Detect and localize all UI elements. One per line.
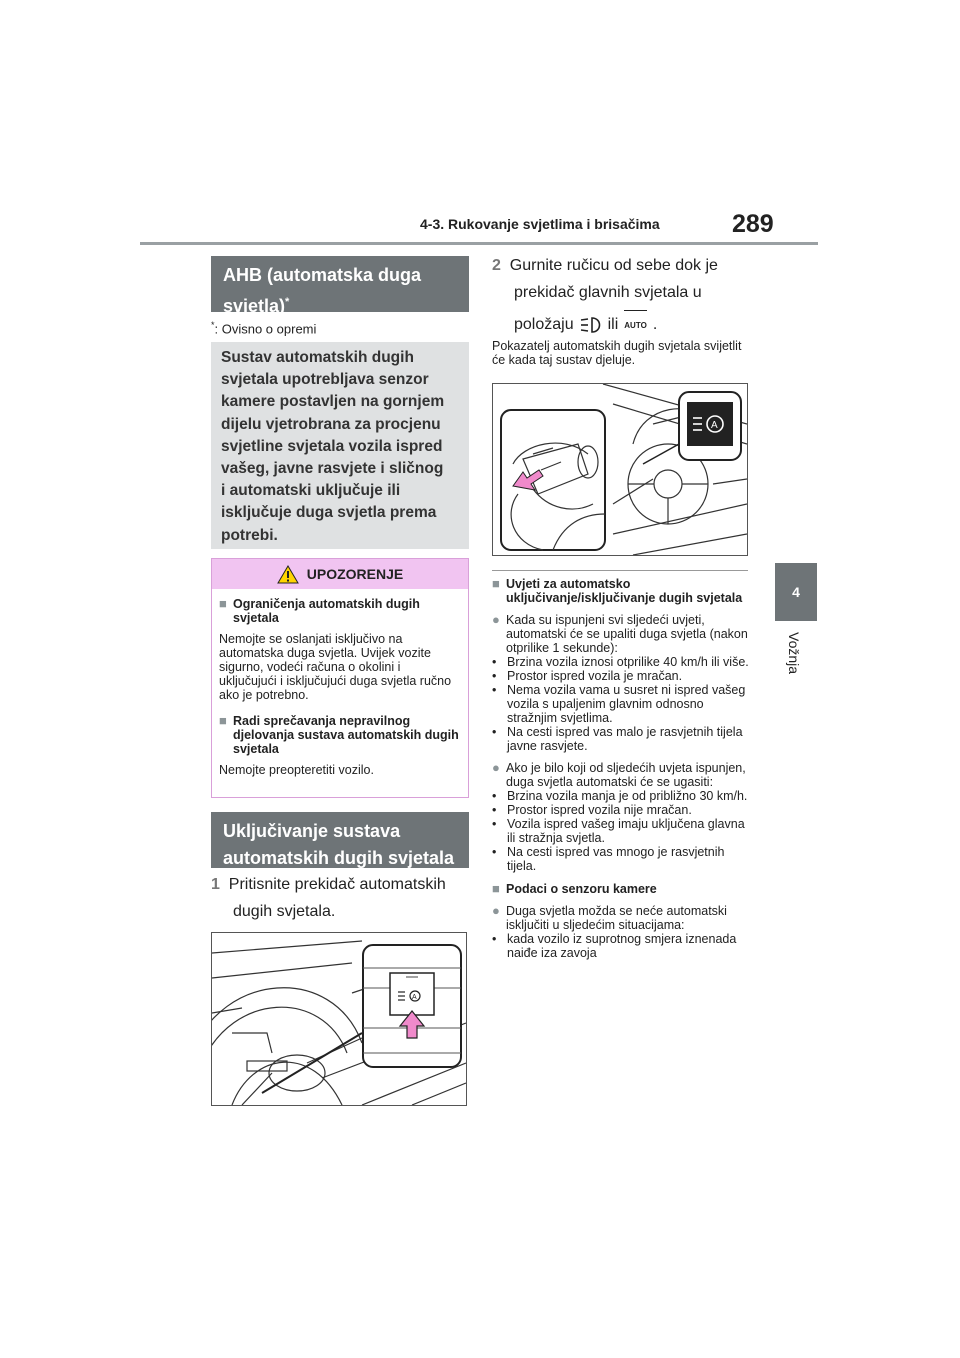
step-2-text-b: ili <box>607 316 619 333</box>
dashboard-illustration <box>212 933 466 1105</box>
ahb-title <box>211 256 469 316</box>
intro-line: isključuje duga svjetla prema <box>221 504 437 522</box>
circle-bullet-icon: ● <box>492 903 500 918</box>
list-item-text: Vozila ispred vašeg imaju uključena glavna ili stražnja svjetla. <box>507 817 745 845</box>
step-1 <box>211 871 471 925</box>
conditions-block <box>492 577 752 960</box>
step-2-line2: prekidač glavnih svjetala u <box>514 284 702 301</box>
conditions-heading-text: Uvjeti za automatsko uključivanje/isključivanje dugih svjetala <box>506 577 743 605</box>
step-2-text-a: položaju <box>514 316 574 333</box>
conditions-off <box>492 761 752 789</box>
list-item-text: Prostor ispred vozila je mračan. <box>507 669 683 683</box>
header-divider <box>140 242 818 245</box>
figure-ahb-switch <box>211 932 467 1106</box>
svg-text:A: A <box>711 420 718 431</box>
intro-line: potrebi. <box>221 526 278 544</box>
figure-lever <box>492 383 748 556</box>
camera-heading <box>492 882 752 896</box>
step-1-line2: dugih svjetala. <box>233 903 336 920</box>
list-item: • Brzina vozila iznosi otprilike 40 km/h ili više. <box>492 655 749 669</box>
ahb-title-line2-text: svjetla) <box>223 296 286 316</box>
intro-line: i automatski uključuje ili <box>221 482 401 500</box>
intro-line: dijelu vjetrobrana za procjenu <box>221 415 441 433</box>
ahb-intro <box>211 342 469 549</box>
camera-intro-text: Duga svjetla možda se neće automatski isključiti u sljedećim situacijama: <box>506 904 727 932</box>
list-item: • Brzina vozila manja je od približno 30 km/h. <box>492 789 748 803</box>
section-divider <box>492 570 748 571</box>
warning-text-1: Nemojte se oslanjati isključivo na automatska duga svjetla. Uvijek vozite sigurno, vodeći računa o okolini i uključujući i isključujući duga svjetla ručno ako je potrebno. <box>219 632 452 702</box>
footnote <box>211 320 316 336</box>
chapter-tab-number: 4 <box>775 563 817 621</box>
square-bullet-icon: ■ <box>492 576 500 591</box>
warning-text-2: Nemojte preopteretiti vozilo. <box>219 763 374 777</box>
enable-title-line2: automatskih dugih svjetala <box>223 848 455 868</box>
intro-line: svjetala upotrebljava senzor <box>221 371 429 389</box>
enable-title-line1: Uključivanje sustava <box>223 821 401 841</box>
lever-illustration <box>493 384 747 555</box>
intro-line: svjetline svjetala vozila ispred <box>221 437 443 455</box>
list-item: • Na cesti ispred vas malo je rasvjetnih tijela javne rasvjete. <box>492 725 752 753</box>
svg-text:A: A <box>412 994 417 1001</box>
step-2-text-c: . <box>652 316 658 333</box>
conditions-heading <box>492 577 752 605</box>
camera-intro <box>492 904 752 932</box>
ahb-title-line2 <box>223 289 457 320</box>
indicator-note: Pokazatelj automatskih dugih svjetala svijetlit će kada taj sustav djeluje. <box>492 339 742 367</box>
warning-title: UPOZORENJE <box>306 566 404 582</box>
list-item: • kada vozilo iz suprotnog smjera iznenada naiđe iza zavoja <box>492 932 752 960</box>
section-title: 4-3. Rukovanje svjetlima i brisačima <box>420 216 660 232</box>
warning-heading-text: Radi sprečavanja nepravilnog djelovanja sustava automatskih dugih svjetala <box>233 714 459 756</box>
step-number: 2 <box>492 257 501 274</box>
warning-heading-text: Ograničenja automatskih dugih svjetala <box>233 597 420 625</box>
ahb-title-line1: AHB (automatska duga <box>223 265 422 285</box>
warning-triangle-icon <box>277 565 299 584</box>
list-item-text: kada vozilo iz suprotnog smjera iznenada naiđe iza zavoja <box>507 932 737 960</box>
headlight-icon <box>580 316 602 334</box>
conditions-off-text: Ako je bilo koji od sljedećih uvjeta ispunjen, duga svjetla automatski će se ugasiti: <box>506 761 746 789</box>
list-item-text: Nema vozila vama u susret ni ispred vašeg vozila s upaljenim glavnim odnosno stražnjim svjetlima. <box>507 683 746 725</box>
step-2-line3 <box>492 310 762 339</box>
conditions-on <box>492 613 752 655</box>
list-item-text: Na cesti ispred vas malo je rasvjetnih tijela javne rasvjete. <box>507 725 743 753</box>
list-item: • Prostor ispred vozila je mračan. <box>492 669 683 683</box>
ahb-title-mark: * <box>285 296 290 308</box>
chapter-tab-label: Vožnja <box>786 632 802 675</box>
conditions-on-text: Kada su ispunjeni svi sljedeći uvjeti, automatski će se upaliti duga svjetla (nakon otprilike 1 sekunde): <box>506 613 748 655</box>
circle-bullet-icon: ● <box>492 612 500 627</box>
list-item: • Vozila ispred vašeg imaju uključena glavna ili stražnja svjetla. <box>492 817 752 845</box>
step-1-line1: Pritisnite prekidač automatskih <box>228 876 446 893</box>
step-number: 1 <box>211 876 220 893</box>
warning-body <box>212 589 468 781</box>
list-item-text: Brzina vozila iznosi otprilike 40 km/h ili više. <box>507 655 749 669</box>
square-bullet-icon: ■ <box>219 713 227 728</box>
camera-heading-text: Podaci o senzoru kamere <box>506 882 657 896</box>
warning-box <box>211 558 469 798</box>
list-item-text: Na cesti ispred vas mnogo je rasvjetnih tijela. <box>507 845 725 873</box>
auto-label-icon: AUTO <box>624 310 647 339</box>
intro-line: Sustav automatskih dugih <box>221 349 414 366</box>
list-item: • Na cesti ispred vas mnogo je rasvjetnih tijela. <box>492 845 752 873</box>
footnote-mark: * <box>211 320 215 330</box>
square-bullet-icon: ■ <box>219 596 227 611</box>
list-item: • Nema vozila vama u susret ni ispred vašeg vozila s upaljenim glavnim odnosno stražnjim svjetlima. <box>492 683 752 725</box>
warning-heading-1 <box>219 597 461 625</box>
warning-heading-2 <box>219 714 461 756</box>
square-bullet-icon: ■ <box>492 881 500 896</box>
footnote-text: : Ovisno o opremi <box>214 321 317 337</box>
intro-line: kamere postavljen na gornjem <box>221 393 445 411</box>
list-item-text: Brzina vozila manja je od približno 30 km/h. <box>507 789 748 803</box>
circle-bullet-icon: ● <box>492 760 500 775</box>
list-item: • Prostor ispred vozila nije mračan. <box>492 803 692 817</box>
step-2-line1: Gurnite ručicu od sebe dok je <box>509 257 718 274</box>
step-2 <box>492 252 762 339</box>
warning-header <box>212 559 468 589</box>
enable-title <box>211 812 469 868</box>
list-item-text: Prostor ispred vozila nije mračan. <box>507 803 692 817</box>
page-number: 289 <box>732 210 774 238</box>
intro-line: vašeg, javne rasvjete i sličnog <box>221 460 444 478</box>
